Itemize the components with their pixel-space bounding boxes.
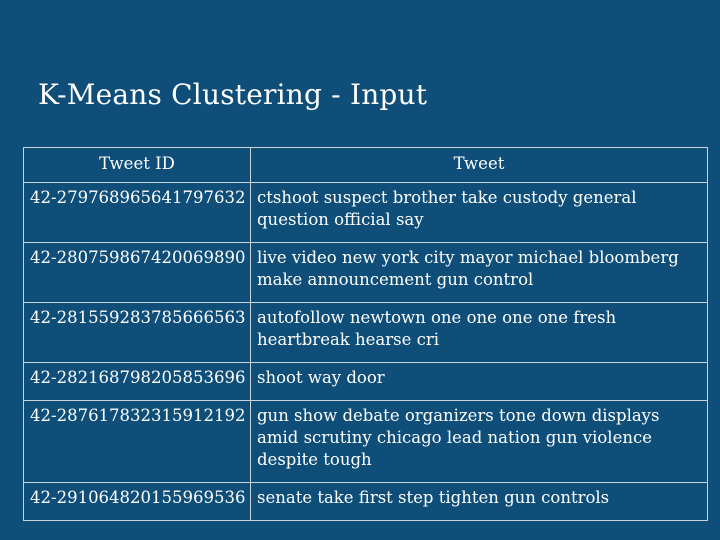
table-row [24,183,708,243]
column-header-tweet: Tweet [251,148,708,183]
tweet-id-cell: 42-291064820155969536 [24,483,251,521]
slide-title: K-Means Clustering - Input [38,78,428,111]
tweet-text-cell: autofollow newtown one one one one fresh heartbreak hearse cri [251,303,708,363]
table-row [24,401,708,483]
tweet-table [23,147,708,521]
tweet-id-cell: 42-280759867420069890 [24,243,251,303]
tweet-id-cell: 42-279768965641797632 [24,183,251,243]
tweet-text-cell: gun show debate organizers tone down displays amid scrutiny chicago lead nation gun violence despite tough [251,401,708,483]
tweet-id-cell: 42-281559283785666563 [24,303,251,363]
table-row [24,483,708,521]
tweet-text-cell: live video new york city mayor michael bloomberg make announcement gun control [251,243,708,303]
tweet-text-cell: shoot way door [251,363,708,401]
table-row [24,243,708,303]
tweet-text-cell: ctshoot suspect brother take custody general question official say [251,183,708,243]
column-header-tweet-id: Tweet ID [24,148,251,183]
tweet-text-cell: senate take first step tighten gun controls [251,483,708,521]
tweet-id-cell: 42-282168798205853696 [24,363,251,401]
tweet-id-cell: 42-287617832315912192 [24,401,251,483]
table-header-row [24,148,708,183]
table-row [24,363,708,401]
table-row [24,303,708,363]
